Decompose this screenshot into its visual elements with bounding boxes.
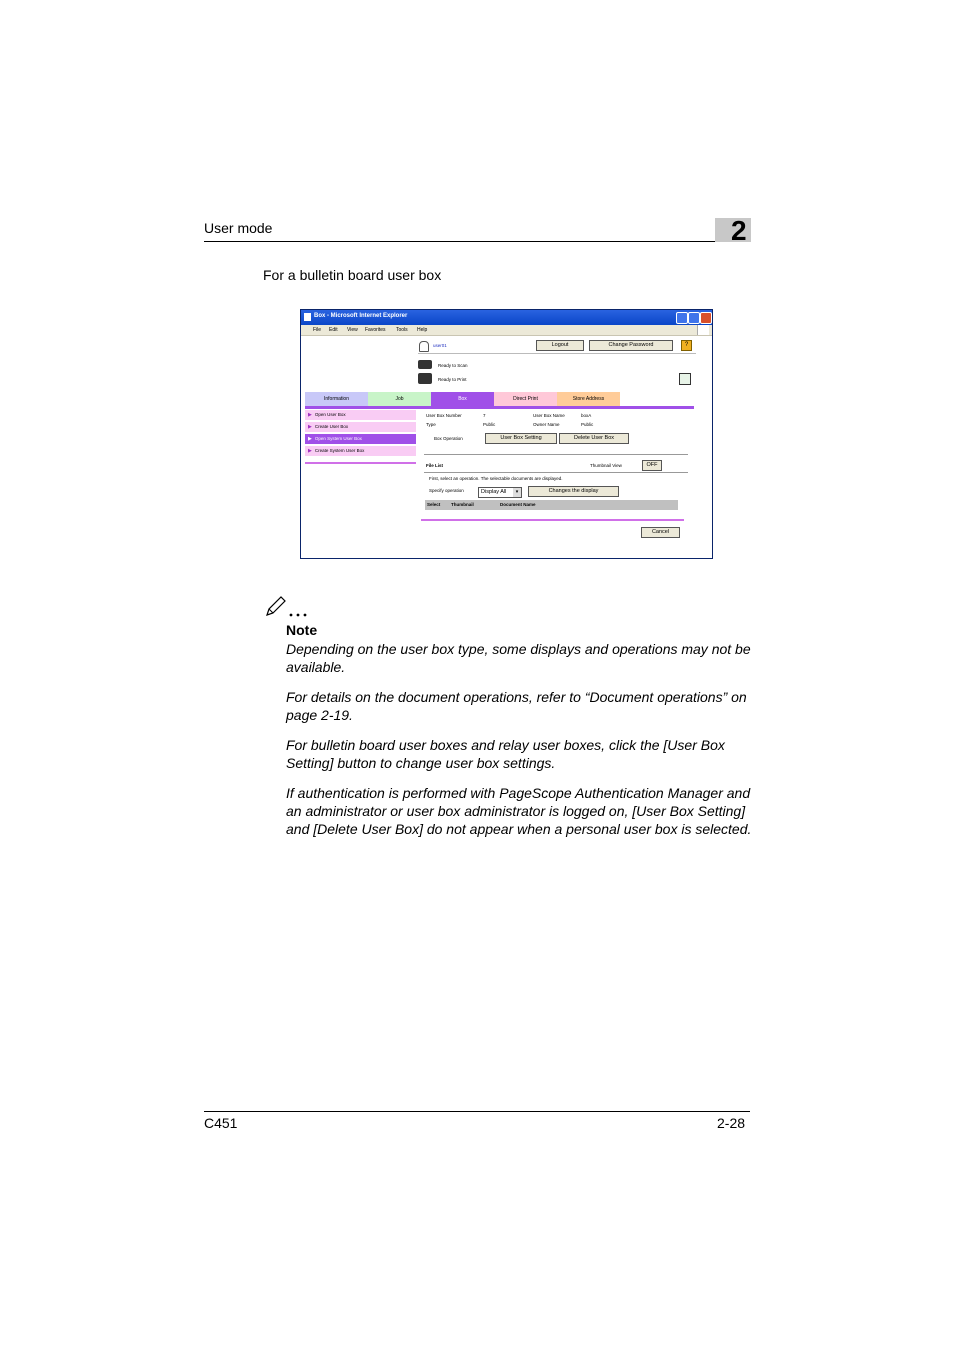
maximize-icon[interactable] bbox=[688, 312, 700, 324]
sidebar-item-open-user-box[interactable]: ▶ Open User Box bbox=[305, 410, 416, 420]
browser-screenshot bbox=[300, 309, 713, 559]
column-document-name: Document Name bbox=[500, 502, 536, 507]
note-title: Note bbox=[286, 622, 318, 638]
content-rule bbox=[421, 519, 684, 521]
note-paragraph: For details on the document operations, refer to “Document operations” on page 2-19. bbox=[286, 689, 747, 723]
user-box-setting-button[interactable]: User Box Setting bbox=[485, 433, 557, 444]
box-name-label: User Box Name bbox=[533, 413, 565, 418]
divider bbox=[418, 353, 696, 354]
refresh-icon[interactable] bbox=[679, 373, 691, 385]
display-select[interactable] bbox=[478, 487, 522, 498]
header-rule bbox=[204, 241, 750, 242]
type-label: Type bbox=[426, 422, 436, 427]
sidebar-item-open-system-user-box[interactable]: ▶ Open System User Box bbox=[305, 434, 416, 444]
scanner-icon bbox=[418, 360, 432, 369]
print-status: Ready to Print bbox=[438, 377, 467, 382]
window-title: Box - Microsoft Internet Explorer bbox=[314, 313, 408, 319]
box-number-value: 7 bbox=[483, 413, 486, 418]
divider bbox=[424, 472, 688, 473]
owner-label: Owner Name bbox=[533, 422, 560, 427]
footer-model: C451 bbox=[204, 1115, 238, 1131]
box-number-label: User Box Number bbox=[426, 413, 462, 418]
box-operation-label: Box Operation bbox=[434, 436, 463, 441]
note-paragraph: For bulletin board user boxes and relay user boxes, click the [User Box Setting] button to change user box settings. bbox=[286, 737, 725, 771]
section-title: User mode bbox=[204, 220, 273, 236]
menu-help[interactable]: Help bbox=[417, 327, 428, 333]
sidebar-item-create-user-box[interactable]: ▶ Create User Box bbox=[305, 422, 416, 432]
user-icon bbox=[419, 341, 429, 352]
tab-job[interactable]: Job bbox=[368, 392, 431, 406]
menu-file[interactable]: File bbox=[313, 327, 322, 333]
footer-rule bbox=[204, 1111, 750, 1112]
box-name-value: boxA bbox=[581, 413, 592, 418]
chevron-down-icon[interactable]: ▾ bbox=[513, 488, 521, 497]
sidebar-rule bbox=[305, 462, 416, 464]
menu-edit[interactable]: Edit bbox=[329, 327, 338, 333]
tab-box[interactable]: Box bbox=[431, 392, 494, 406]
tab-underline bbox=[305, 406, 694, 409]
instruction-text: First, select an operation. The selectable documents are displayed. bbox=[429, 476, 563, 481]
display-select-value: Display All bbox=[481, 489, 507, 495]
help-icon[interactable]: ? bbox=[681, 340, 692, 351]
windows-logo-icon bbox=[697, 325, 709, 335]
menu-view[interactable]: View bbox=[347, 327, 358, 333]
specify-operation-label: Specify operation bbox=[429, 488, 464, 493]
pencil-icon bbox=[265, 595, 313, 624]
divider bbox=[424, 454, 688, 455]
minimize-icon[interactable] bbox=[676, 312, 688, 324]
menu-favorites[interactable]: Favorites bbox=[365, 327, 386, 333]
close-icon[interactable] bbox=[700, 312, 712, 324]
tab-store-address[interactable]: Store Address bbox=[557, 392, 620, 406]
sidebar-item-create-system-user-box[interactable]: ▶ Create System User Box bbox=[305, 446, 416, 456]
cancel-button[interactable]: Cancel bbox=[641, 527, 680, 538]
footer-page-number: 2-28 bbox=[717, 1115, 746, 1131]
changes-display-button[interactable]: Changes the display bbox=[528, 486, 619, 497]
thumbnail-view-label: Thumbnail View bbox=[590, 463, 622, 468]
owner-value: Public bbox=[581, 422, 594, 427]
change-password-button[interactable]: Change Password bbox=[589, 340, 673, 351]
menu-tools[interactable]: Tools bbox=[396, 327, 408, 333]
note-paragraph: Depending on the user box type, some displays and operations may not be available. bbox=[286, 641, 751, 675]
delete-user-box-button[interactable]: Delete User Box bbox=[559, 433, 629, 444]
logout-button[interactable]: Logout bbox=[536, 340, 584, 351]
column-select: Select bbox=[427, 502, 441, 507]
column-thumbnail: Thumbnail bbox=[451, 502, 474, 507]
file-list-heading: File List bbox=[426, 463, 444, 468]
ie-page-icon bbox=[304, 313, 311, 321]
user-name[interactable]: user01 bbox=[433, 343, 447, 348]
tab-direct-print[interactable]: Direct Print bbox=[494, 392, 557, 406]
figure-caption: For a bulletin board user box bbox=[263, 267, 442, 283]
type-value: Public bbox=[483, 422, 496, 427]
chapter-number: 2 bbox=[731, 215, 747, 246]
thumbnail-toggle-button[interactable]: OFF bbox=[642, 460, 662, 471]
printer-icon bbox=[418, 373, 432, 384]
note-paragraph: If authentication is performed with PageScope Authentication Manager and an administrator or user box administrator is logged on, [User Box Setting] and [Delete User Box] do not appear when a personal user box is selected. bbox=[286, 785, 752, 837]
tab-information[interactable]: Information bbox=[305, 392, 368, 406]
scan-status: Ready to Scan bbox=[438, 363, 468, 368]
menu-bar bbox=[301, 325, 712, 336]
